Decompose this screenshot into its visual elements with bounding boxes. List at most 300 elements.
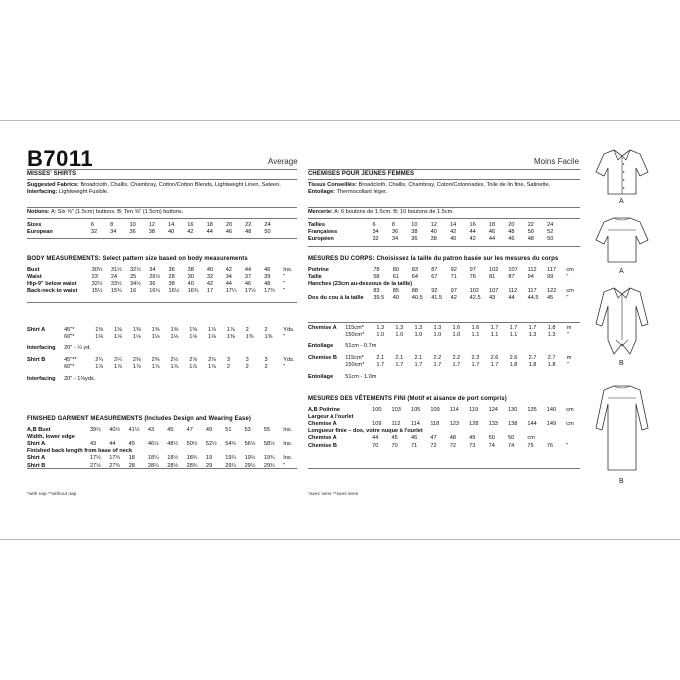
value-cell: 27½	[89, 462, 101, 469]
value-cell: 17½	[89, 455, 101, 462]
row-label: A,B Bust	[27, 426, 51, 433]
value-cell: 1⅛	[114, 333, 122, 340]
body-table-en	[27, 266, 297, 295]
value-cell: 1⅜	[264, 333, 273, 340]
value-cell: 1⅜	[95, 326, 104, 333]
value-cell	[114, 340, 133, 356]
value-cell: 15¾	[110, 288, 122, 295]
value-cell: 149	[546, 420, 557, 427]
value-cell: 2.1	[395, 354, 404, 361]
value-cell: 1⅞	[132, 364, 141, 371]
value-cell: 28¼	[147, 462, 159, 469]
row-label: Sizes	[27, 221, 42, 228]
value-cell: 1.3	[547, 331, 556, 338]
value-cell: 102	[489, 266, 499, 273]
value-cell: 40	[392, 295, 399, 302]
value-cell: 40	[168, 228, 175, 235]
value-cell: 34	[110, 228, 117, 235]
table-row	[308, 324, 580, 331]
value-cell: 2.2	[452, 354, 461, 361]
value-cell: 55	[263, 426, 271, 433]
value-cell: 72	[449, 442, 456, 449]
unit-cell: Yds.	[283, 326, 295, 333]
value-cell: 43	[89, 440, 97, 447]
value-cell: 114	[449, 406, 459, 413]
table-row	[308, 442, 580, 449]
value-cell: 52	[547, 228, 554, 235]
value-cell: 46	[244, 280, 252, 287]
unit-cell: "	[283, 462, 286, 469]
value-cell: 119	[469, 406, 479, 413]
value-cell	[189, 340, 208, 356]
table-row	[27, 326, 297, 333]
table-row	[308, 428, 580, 435]
value-cell: 42	[206, 280, 214, 287]
value-cell	[208, 340, 227, 356]
table-row	[27, 433, 297, 440]
subheading: Hanches (23cm au-dessous de la taille)	[308, 280, 413, 287]
value-cell: 1⅜	[170, 326, 179, 333]
value-cell: 29	[205, 462, 213, 469]
row-label: Shirt A	[27, 455, 46, 462]
row-label: European	[27, 228, 53, 235]
value-cell: 45	[167, 426, 174, 433]
value-cell: 18¾	[186, 455, 198, 462]
value-cell: 39	[264, 273, 271, 280]
row-label: Waist	[27, 273, 42, 280]
finished-table-fr	[308, 406, 580, 449]
value-cell: 1⅞	[170, 364, 179, 371]
value-cell: 74	[507, 442, 515, 449]
value-cell: 88	[411, 288, 419, 295]
unit-cell	[283, 371, 297, 387]
value-cell	[547, 435, 566, 442]
value-cell: 1⅛	[95, 333, 104, 340]
value-cell: 19	[205, 455, 213, 462]
value-cell: 18	[488, 221, 496, 228]
value-cell: 100	[372, 406, 382, 413]
value-cell	[548, 369, 567, 385]
value-cell: 109	[372, 420, 382, 427]
value-cell: 10	[411, 221, 418, 228]
value-cell	[548, 338, 567, 354]
value-cell: 1⅛	[132, 333, 141, 340]
value-cell: 2	[264, 326, 268, 333]
value-cell: 18	[206, 221, 213, 228]
row-label: Chemise A	[308, 420, 337, 427]
value-cell: 50	[507, 435, 515, 442]
unit-cell: "	[283, 288, 286, 295]
value-cell: 39.5	[373, 295, 385, 302]
unit-cell: m	[566, 324, 572, 331]
table-row	[27, 333, 297, 340]
value-cell: 78	[373, 266, 380, 273]
value-cell: 25	[130, 273, 137, 280]
value-cell	[529, 338, 548, 354]
value-cell: 1⅛	[151, 333, 160, 340]
value-cell	[376, 338, 395, 354]
width-cell: 150cm*	[345, 331, 365, 338]
value-cell: 1⅞	[151, 364, 160, 371]
table-row	[308, 288, 580, 295]
unit-cell	[567, 228, 581, 235]
value-cell: 1.8	[547, 324, 556, 331]
value-cell: 19¼	[225, 455, 237, 462]
value-cell: 1.8	[547, 362, 556, 369]
width-cell: 51cm - 1.0m	[345, 373, 377, 380]
value-cell: 40	[206, 266, 214, 273]
table-row	[308, 273, 580, 280]
value-cell: 118	[430, 420, 440, 427]
value-cell: 1⅜	[189, 326, 198, 333]
value-cell: 109	[430, 406, 440, 413]
value-cell	[510, 338, 529, 354]
value-cell: 16	[130, 288, 137, 295]
value-cell: 43	[489, 295, 496, 302]
fabrics-fr: Tissus Conseillés: Broadcloth, Challis, Chambray, Coton/Cotonnades, Toile de lin fine, Satinette. Entoilage: Thermocollant léger.	[308, 182, 551, 196]
value-cell: 122	[547, 288, 557, 295]
unit-cell	[284, 228, 297, 235]
value-cell: 2½	[170, 356, 179, 363]
value-cell: 1.7	[433, 362, 442, 369]
value-cell: 16	[469, 221, 476, 228]
value-cell	[189, 371, 208, 387]
value-cell: 1.8	[509, 362, 518, 369]
value-cell: 135	[527, 406, 537, 413]
footnote-en: *with nap **without nap	[27, 492, 77, 497]
value-cell: 22	[527, 221, 534, 228]
footnote-fr: *avec sens **sans sens	[308, 492, 359, 497]
style-number: B7011	[27, 146, 94, 171]
unit-cell: cm	[566, 266, 574, 273]
value-cell: 6	[372, 221, 376, 228]
value-cell: 2⅜	[132, 356, 141, 363]
row-label: Shirt B	[27, 462, 46, 469]
body-title-en: BODY MEASUREMENTS: Select pattern size based on body measurements	[27, 256, 248, 262]
value-cell: 61	[392, 273, 399, 280]
figure-label: A	[619, 198, 624, 205]
value-cell: 46	[225, 228, 233, 235]
fabrics-en: Suggested Fabrics: Broadcloth, Challis, Chambray, Cotton/Cotton Blends, Lightweight Linen, Sateen. Interfacing: Lightweight Fusible.	[27, 182, 281, 196]
value-cell: 1⅞	[208, 326, 216, 333]
value-cell: 36	[129, 228, 136, 235]
value-cell: 38	[430, 235, 437, 242]
value-cell: 34	[149, 266, 156, 273]
shirt-a-front-icon	[594, 146, 650, 200]
unit-cell: "	[283, 273, 286, 280]
value-cell: 1.1	[490, 331, 499, 338]
shirt-a-back-icon	[594, 214, 650, 268]
value-cell: 1.1	[471, 331, 480, 338]
row-label: Chemise B	[308, 442, 337, 449]
row-label	[27, 364, 64, 371]
value-cell: 54½	[225, 440, 237, 447]
value-cell: 17½	[244, 288, 256, 295]
value-cell: 3	[245, 356, 249, 363]
value-cell	[170, 371, 189, 387]
shirt-b-back-icon	[594, 382, 650, 478]
unit-cell	[567, 369, 580, 385]
row-label: Poitrine	[308, 266, 329, 273]
body-title-fr: MESURES DU CORPS: Choisissez la taille du patron basée sur les mesures du corps	[308, 256, 559, 262]
row-label: Chemise A	[308, 324, 337, 331]
width-cell: 150cm*	[345, 362, 365, 369]
value-cell: 2	[245, 364, 249, 371]
figure-label: B	[619, 360, 624, 367]
value-cell: 34½	[130, 280, 141, 287]
value-cell	[491, 338, 510, 354]
value-cell: 1.7	[452, 362, 461, 369]
value-cell: 40	[187, 280, 194, 287]
value-cell: 26½	[149, 273, 161, 280]
value-cell: 2.3	[471, 354, 480, 361]
value-cell: 1⅛	[189, 333, 198, 340]
value-cell: 48	[245, 228, 252, 235]
value-cell: 2⅜	[151, 356, 160, 363]
unit-cell	[567, 221, 581, 228]
value-cell: 32	[372, 235, 379, 242]
value-cell: 34	[372, 228, 379, 235]
value-cell: 41½	[128, 426, 140, 433]
value-cell: 23	[91, 273, 98, 280]
value-cell	[246, 371, 265, 387]
value-cell	[133, 340, 152, 356]
value-cell: 1⅜	[114, 326, 122, 333]
value-cell	[395, 338, 414, 354]
value-cell: 1.3	[376, 324, 385, 331]
unit-cell: "	[566, 295, 569, 302]
value-cell: 14	[450, 221, 457, 228]
value-cell: 45	[391, 435, 398, 442]
table-row	[27, 448, 297, 455]
value-cell: 56½	[244, 440, 256, 447]
row-label	[27, 333, 64, 340]
row-label	[308, 362, 345, 369]
value-cell: 71	[410, 442, 418, 449]
figure-label: B	[619, 478, 624, 485]
value-cell: 117	[547, 266, 556, 273]
value-cell: 40	[430, 228, 437, 235]
table-row	[27, 371, 297, 387]
unit-cell: "	[566, 273, 569, 280]
value-cell: 6	[90, 221, 95, 228]
value-cell: 2¼	[95, 356, 104, 363]
value-cell	[133, 371, 152, 387]
value-cell: 1.0	[395, 331, 404, 338]
value-cell: 1⅞	[114, 364, 122, 371]
yardage-table-fr	[308, 324, 580, 385]
value-cell: 1.0	[433, 331, 442, 338]
unit-cell: cm	[566, 420, 574, 427]
row-label: A,B Poitrine	[308, 406, 341, 413]
row-label: Interfacing	[27, 345, 56, 352]
value-cell: 20	[225, 221, 233, 228]
table-row	[308, 369, 580, 385]
value-cell: 1⅛	[208, 333, 216, 340]
value-cell: 1.7	[490, 324, 499, 331]
value-cell: 38	[148, 228, 155, 235]
table-row	[27, 266, 297, 273]
value-cell	[433, 369, 452, 385]
value-cell: 46	[488, 228, 496, 235]
value-cell: 138	[507, 420, 518, 427]
size-table-fr	[308, 221, 580, 243]
table-row	[308, 266, 580, 273]
difficulty-en: Average	[268, 157, 298, 166]
unit-cell: Yds.	[283, 356, 295, 363]
value-cell: 30½	[91, 266, 103, 273]
width-cell: 115cm*	[345, 324, 364, 331]
value-cell: 46	[508, 235, 515, 242]
value-cell	[114, 371, 133, 387]
value-cell	[433, 338, 452, 354]
value-cell: 20	[508, 221, 515, 228]
table-row	[308, 331, 580, 338]
value-cell: 46	[264, 266, 271, 273]
value-cell: 44	[109, 440, 116, 447]
value-cell: 1.3	[433, 324, 442, 331]
value-cell: 2.1	[376, 354, 385, 361]
value-cell: 1⅞	[95, 364, 104, 371]
value-cell	[529, 369, 548, 385]
value-cell: 1.1	[509, 331, 518, 338]
title-fr: CHEMISES POUR JEUNES FEMMES	[308, 171, 415, 177]
value-cell: 2	[226, 364, 230, 371]
unit-cell: "	[566, 362, 569, 369]
table-row	[308, 413, 580, 420]
value-cell: 3	[264, 356, 268, 363]
value-cell: 1⅞	[226, 326, 235, 333]
table-row	[308, 406, 580, 413]
value-cell: 39½	[89, 426, 101, 433]
value-cell: 42	[450, 295, 457, 302]
value-cell: 17¾	[109, 455, 121, 462]
value-cell	[152, 340, 171, 356]
shirt-a-back-illustration	[594, 214, 650, 280]
value-cell: 87	[431, 266, 438, 273]
value-cell: 1.7	[528, 324, 537, 331]
table-row	[308, 354, 580, 361]
value-cell	[95, 371, 114, 387]
value-cell: 1.0	[452, 331, 461, 338]
table-row	[27, 280, 297, 287]
value-cell: 44	[372, 435, 379, 442]
size-table-en	[27, 221, 297, 235]
value-cell: 58½	[263, 440, 275, 447]
notions-en: Notions: A: Six ⅝" (1.5cm) buttons. B: Ten ⅝" (1.5cm) buttons.	[27, 209, 184, 215]
value-cell: 128	[469, 420, 479, 427]
width-cell: 45"*	[64, 326, 75, 333]
value-cell: 133	[488, 420, 498, 427]
value-cell: 114	[410, 420, 420, 427]
value-cell: 117	[527, 288, 537, 295]
value-cell: 46	[410, 435, 418, 442]
value-cell: 19½	[244, 455, 256, 462]
value-cell: 83	[373, 288, 380, 295]
value-cell: 2⅞	[208, 356, 216, 363]
value-cell: 42	[469, 235, 476, 242]
value-cell: 44	[244, 266, 252, 273]
value-cell: 112	[391, 420, 401, 427]
value-cell: 15½	[91, 288, 103, 295]
value-cell: 46½	[147, 440, 159, 447]
row-label: Chemise A	[308, 435, 337, 442]
row-label: Shirt B	[27, 356, 46, 363]
value-cell: 50½	[186, 440, 198, 447]
value-cell: 58	[373, 273, 380, 280]
value-cell: 24	[264, 221, 271, 228]
unit-cell: "	[283, 280, 286, 287]
value-cell: 14	[168, 221, 175, 228]
value-cell: 44	[508, 295, 515, 302]
table-row	[308, 338, 580, 354]
value-cell: 36	[391, 228, 399, 235]
row-label: Back-neck to waist	[27, 288, 78, 295]
value-cell: 1.8	[528, 362, 537, 369]
value-cell	[510, 369, 529, 385]
table-row	[27, 221, 297, 228]
row-label: Hip-9" below waist	[27, 280, 77, 287]
value-cell: 17¼	[225, 288, 237, 295]
value-cell: 1.3	[395, 324, 404, 331]
value-cell: 2⅞	[189, 356, 198, 363]
value-cell: 42.5	[469, 295, 481, 302]
value-cell: 8	[110, 221, 114, 228]
value-cell: 42	[187, 228, 194, 235]
value-cell: 29½	[244, 462, 256, 469]
value-cell: 28	[128, 462, 135, 469]
value-cell	[264, 371, 283, 387]
value-cell: 97	[469, 266, 476, 273]
shirt-b-front-icon	[594, 284, 650, 362]
value-cell: 42	[225, 266, 232, 273]
table-row	[308, 228, 580, 235]
value-cell: 8	[391, 221, 395, 228]
value-cell: 50	[547, 235, 554, 242]
value-cell: 2	[264, 364, 268, 371]
value-cell: 1.0	[414, 331, 423, 338]
unit-cell: m	[566, 354, 572, 361]
value-cell: 1.3	[528, 331, 537, 338]
value-cell: 47	[186, 426, 193, 433]
row-label: Shirt A	[27, 326, 46, 333]
value-cell: 40½	[109, 426, 121, 433]
value-cell: 19¾	[263, 455, 275, 462]
value-cell: 16¼	[149, 288, 161, 295]
value-cell: 18¼	[147, 455, 159, 462]
value-cell: 70	[372, 442, 379, 449]
value-cell: 32½	[91, 280, 103, 287]
value-cell: 67	[431, 273, 438, 280]
unit-cell	[567, 235, 581, 242]
unit-cell: Ins.	[283, 426, 293, 433]
value-cell: 38	[411, 228, 418, 235]
value-cell: 22	[245, 221, 252, 228]
width-cell: 45"**	[64, 356, 77, 363]
row-label	[308, 331, 345, 338]
value-cell: 1.0	[376, 331, 385, 338]
table-row	[308, 221, 580, 228]
row-label: Dos du cou à la taille	[308, 295, 364, 302]
row-label: Chemise B	[308, 354, 337, 361]
value-cell: 1.7	[376, 362, 385, 369]
value-cell: 2.1	[414, 354, 423, 361]
value-cell	[472, 369, 491, 385]
value-cell: 37	[244, 273, 252, 280]
value-cell: 49	[469, 435, 476, 442]
value-cell: 27¾	[109, 462, 121, 469]
value-cell: 49	[205, 426, 213, 433]
